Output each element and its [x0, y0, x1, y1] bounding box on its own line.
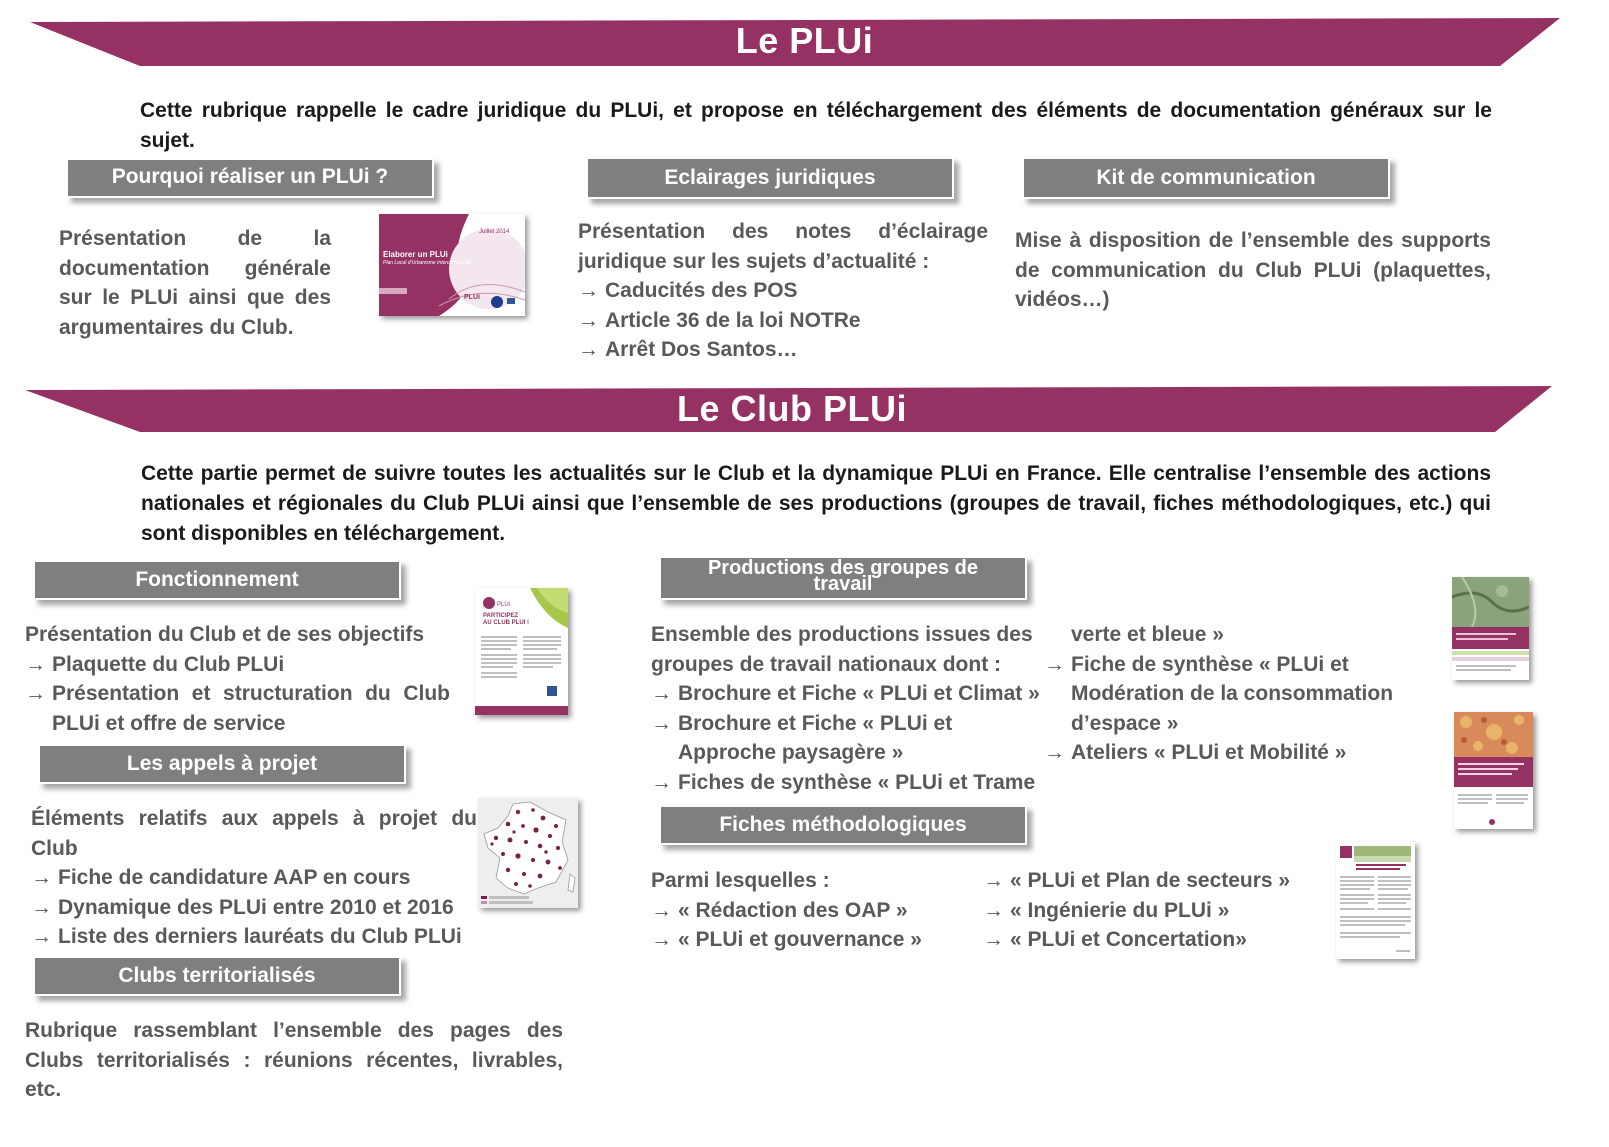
- tag-productions[interactable]: [659, 556, 1027, 600]
- thumb-brochure-paysage[interactable]: [1454, 712, 1533, 829]
- arrow-icon: →: [31, 925, 52, 948]
- pourquoi-line: sur le PLUi ainsi que des: [59, 286, 331, 309]
- fiches-item-text[interactable]: « PLUi et Plan de secteurs »: [1010, 869, 1291, 892]
- fiches-item: [651, 896, 971, 926]
- fiches-item-text[interactable]: « Ingénierie du PLUi »: [1010, 898, 1230, 922]
- fiches-item: [651, 925, 971, 955]
- fonctionnement-item: [25, 650, 450, 680]
- appels-item-text[interactable]: Fiche de candidature AAP en cours: [58, 866, 411, 889]
- arrow-icon: →: [651, 928, 672, 951]
- appels-item: [31, 893, 477, 923]
- arrow-icon: →: [983, 898, 1004, 922]
- eclairages-item-text[interactable]: Caducités des POS: [605, 279, 798, 302]
- fiches-item: [983, 925, 1313, 955]
- appels-item-text[interactable]: Dynamique des PLUi entre 2010 et 2016: [58, 895, 454, 919]
- arrow-icon: →: [578, 308, 599, 332]
- tag-fonctionnement[interactable]: Fonctionnement: [33, 560, 401, 600]
- fonctionnement-item: [25, 679, 450, 709]
- fiches-item: [983, 866, 1313, 896]
- banner-club-title: Le Club PLUi: [677, 388, 907, 429]
- elaborer-date: Juillet 2014: [479, 229, 510, 235]
- eclairages-text: [578, 217, 988, 365]
- arrow-icon: →: [1044, 741, 1065, 764]
- eclairages-item-text[interactable]: Arrêt Dos Santos…: [605, 338, 798, 361]
- arrow-icon: →: [651, 770, 672, 794]
- fonctionnement-item-text[interactable]: Présentation et structuration du Club: [52, 682, 450, 705]
- productions-line: Ensemble des productions issues des: [651, 623, 1033, 646]
- eclairages-item: [578, 306, 988, 336]
- brochure-paysage-graphic: [1454, 712, 1533, 829]
- kit-line: vidéos…): [1015, 288, 1110, 311]
- appels-item-text[interactable]: Liste des derniers lauréats du Club PLUi: [58, 925, 462, 948]
- arrow-icon: →: [651, 711, 672, 735]
- participez-title-1: PARTICIPEZ: [483, 613, 519, 619]
- productions-item-cont[interactable]: Modération de la consommation: [1071, 682, 1394, 705]
- elaborer-subtitle: Plan Local d'Urbanisme Intercommunal: [383, 260, 471, 266]
- kit-text: [1015, 226, 1491, 315]
- fiches-col2: [983, 866, 1313, 955]
- appels-line: Club: [31, 836, 78, 860]
- fonctionnement-item-cont[interactable]: PLUi et offre de service: [52, 711, 286, 735]
- productions-item: [651, 709, 1051, 739]
- elaborer-logo: PLUi: [464, 294, 480, 301]
- arrow-icon: →: [25, 682, 46, 705]
- thumb-brochure-climat[interactable]: [1452, 577, 1529, 680]
- productions-line: groupes de travail nationaux dont :: [651, 652, 1002, 676]
- tag-appels[interactable]: Les appels à projet: [38, 744, 406, 784]
- club-intro: Cette partie permet de suivre toutes les actualités sur le Club et la dynamique PLUi en France. Elle centralise l’ensemble des actions nationales et régionales du Club PLUi ainsi que l’ensemble de ses productions (groupes de travail, fiches méthodologiques, etc.) qui sont disponibles en téléchargement.: [141, 462, 1491, 545]
- tag-pourquoi[interactable]: Pourquoi réaliser un PLUi ?: [66, 158, 434, 198]
- productions-item-cont[interactable]: d’espace »: [1071, 711, 1179, 735]
- brochure-climat-graphic: [1452, 577, 1529, 680]
- arrow-icon: →: [31, 895, 52, 919]
- arrow-icon: →: [651, 898, 672, 922]
- thumb-map-france[interactable]: [478, 798, 578, 908]
- appels-item: [31, 863, 477, 893]
- productions-item: [651, 679, 1051, 709]
- pourquoi-line: Présentation de la: [59, 227, 331, 250]
- pourquoi-text: [59, 224, 331, 342]
- arrow-icon: →: [983, 928, 1004, 951]
- plui-intro: Cette rubrique rappelle le cadre juridique du PLUi, et propose en téléchargement des éléments de documentation généraux sur le sujet.: [140, 99, 1492, 152]
- fiches-item-text[interactable]: « PLUi et gouvernance »: [678, 928, 922, 951]
- productions-label-1: Productions des groupes de: [707, 557, 979, 579]
- fiches-col1: [651, 866, 971, 955]
- thumb-fiche-methodo[interactable]: [1336, 842, 1415, 959]
- appels-text: [31, 804, 477, 952]
- eclairages-item: [578, 276, 988, 306]
- fiches-line: Parmi lesquelles :: [651, 869, 830, 892]
- clubs-terr-text: [25, 1016, 563, 1105]
- banner-plui-title: Le PLUi: [735, 20, 874, 61]
- productions-item: [1044, 738, 1424, 768]
- clubs-terr-line: Clubs territorialisés : réunions récentes, livrables,: [25, 1048, 563, 1072]
- arrow-icon: →: [25, 652, 46, 676]
- tag-kit[interactable]: Kit de communication: [1022, 157, 1390, 199]
- tag-clubs-territorialises[interactable]: Clubs territorialisés: [33, 956, 401, 996]
- participez-cover-graphic: [475, 588, 568, 715]
- clubs-terr-line: Rubrique rassemblant l’ensemble des pages des: [25, 1019, 563, 1042]
- fonctionnement-line: Présentation du Club et de ses objectifs: [25, 623, 425, 646]
- eclairages-item-text[interactable]: Article 36 de la loi NOTRe: [605, 308, 861, 332]
- fiches-item-text[interactable]: « PLUi et Concertation»: [1010, 928, 1247, 951]
- arrow-icon: →: [578, 338, 599, 361]
- arrow-icon: →: [1044, 652, 1065, 676]
- eclairages-line: juridique sur les sujets d’actualité :: [578, 249, 930, 273]
- banner-plui: [0, 0, 1609, 72]
- kit-line: de communication du Club PLUi (plaquettes,: [1015, 258, 1491, 282]
- productions-item-text[interactable]: Fiches de synthèse « PLUi et Trame: [678, 770, 1036, 794]
- fiche-methodo-graphic: [1336, 842, 1415, 959]
- tag-eclairages[interactable]: Eclairages juridiques: [586, 157, 954, 199]
- arrow-icon: →: [31, 866, 52, 889]
- tag-fiches[interactable]: Fiches méthodologiques: [659, 805, 1027, 845]
- productions-item-cont[interactable]: verte et bleue »: [1071, 623, 1224, 646]
- productions-item: [1044, 650, 1424, 680]
- productions-col2: [1044, 620, 1424, 768]
- elaborer-title: Elaborer un PLUi: [383, 250, 448, 259]
- pourquoi-line: documentation générale: [59, 256, 331, 280]
- fiches-item-text[interactable]: « Rédaction des OAP »: [678, 898, 908, 922]
- fiches-item: [983, 896, 1313, 926]
- eclairages-item: [578, 335, 988, 365]
- productions-item: [651, 768, 1051, 798]
- productions-item-text[interactable]: Brochure et Fiche « PLUi et: [678, 711, 953, 735]
- fonctionnement-text: [25, 620, 450, 738]
- arrow-icon: →: [983, 869, 1004, 892]
- arrow-icon: →: [578, 279, 599, 302]
- eclairages-line: Présentation des notes d’éclairage: [578, 220, 988, 243]
- productions-item-text[interactable]: Brochure et Fiche « PLUi et Climat »: [678, 682, 1040, 705]
- productions-item-text[interactable]: Fiche de synthèse « PLUi et: [1071, 652, 1349, 676]
- svg-text:PLUi: PLUi: [497, 602, 511, 608]
- thumb-elaborer-plui[interactable]: [379, 214, 525, 316]
- pourquoi-line: argumentaires du Club.: [59, 315, 294, 339]
- arrow-icon: →: [651, 682, 672, 705]
- participez-title-2: AU CLUB PLUI !: [483, 620, 529, 626]
- appels-item: [31, 922, 477, 952]
- map-france-graphic: [478, 798, 578, 908]
- appels-line: Éléments relatifs aux appels à projet du: [31, 807, 477, 830]
- clubs-terr-line: etc.: [25, 1078, 62, 1101]
- productions-item-cont[interactable]: Approche paysagère »: [678, 741, 904, 764]
- thumb-participez[interactable]: [475, 588, 568, 715]
- productions-col1: [651, 620, 1051, 797]
- fonctionnement-item-text[interactable]: Plaquette du Club PLUi: [52, 652, 285, 676]
- kit-line: Mise à disposition de l’ensemble des supports: [1015, 229, 1491, 252]
- banner-club: [0, 380, 1609, 440]
- productions-item-text[interactable]: Ateliers « PLUi et Mobilité »: [1071, 741, 1347, 764]
- productions-label-2: travail: [813, 573, 873, 595]
